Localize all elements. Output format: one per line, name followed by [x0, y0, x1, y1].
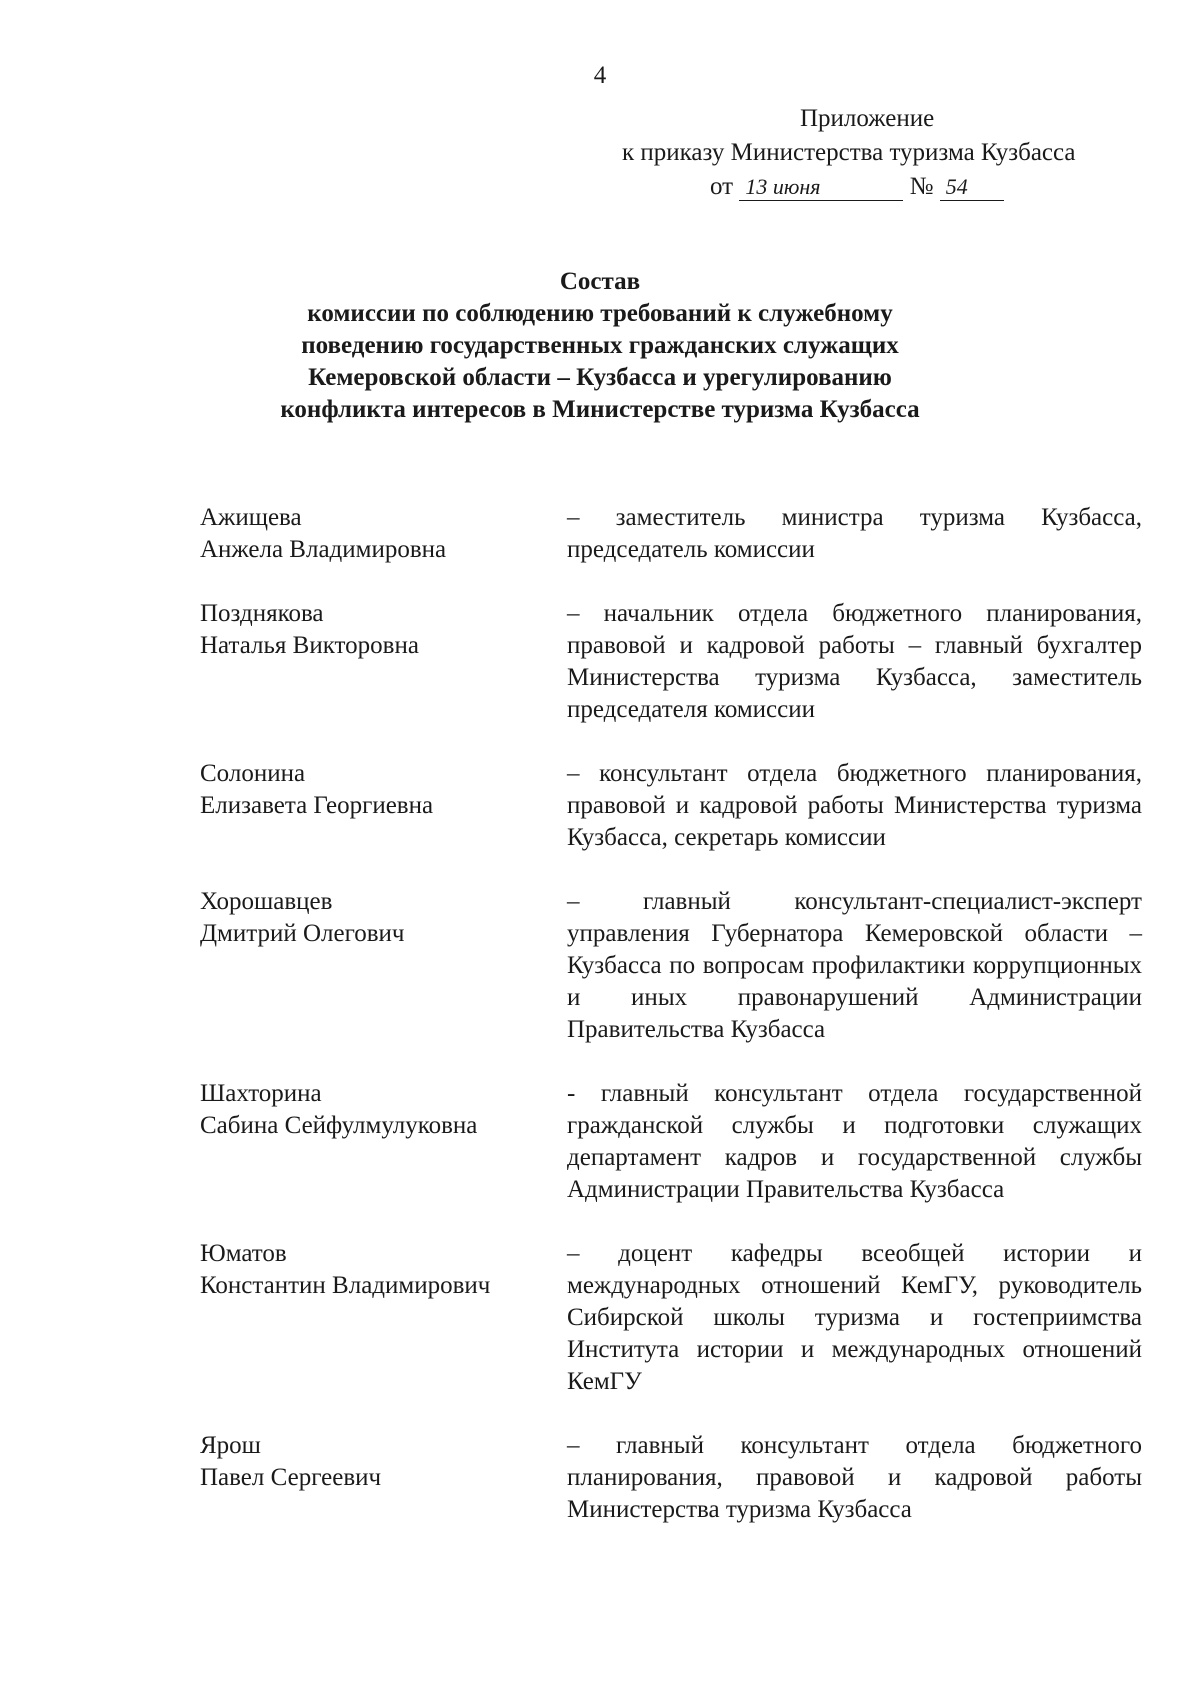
member-name — [200, 1238, 567, 1398]
title-line-5: конфликта интересов в Министерстве туризма Кузбасса — [280, 396, 920, 423]
member-role: – главный консультант-специалист-эксперт управления Губернатора Кемеровской области – Кузбасса по вопросам профилактики коррупционных и иных правонарушений Администрации Правительства Кузбасса — [567, 888, 1142, 1043]
member-given-names: Дмитрий Олегович — [200, 920, 405, 947]
member-name — [200, 598, 567, 726]
member-role: - главный консультант отдела государственной гражданской службы и подготовки служащих департамент кадров и государственной службы Администрации Правительства Кузбасса — [567, 1080, 1142, 1203]
member-name — [200, 1430, 567, 1526]
member-role: – главный консультант отдела бюджетного планирования, правовой и кадровой работы Министерства туризма Кузбасса — [567, 1432, 1142, 1523]
member-role: – консультант отдела бюджетного планирования, правовой и кадровой работы Министерства туризма Кузбасса, секретарь комиссии — [567, 760, 1142, 851]
appendix-date-number-line — [600, 170, 1120, 204]
member-role: – заместитель министра туризма Кузбасса, председатель комиссии — [567, 504, 1142, 563]
member-entry — [200, 1078, 1142, 1206]
number-label: № — [909, 173, 934, 200]
title-line-4: Кемеровской области – Кузбасса и урегулированию — [308, 364, 892, 391]
member-surname: Солонина — [200, 760, 306, 787]
member-given-names: Константин Владимирович — [200, 1272, 491, 1299]
member-entry — [200, 598, 1142, 726]
handwritten-number: 54 — [940, 174, 1004, 201]
title-line-3: поведению государственных гражданских служащих — [301, 332, 899, 359]
document-title — [0, 266, 1200, 426]
member-surname: Шахторина — [200, 1080, 322, 1107]
member-surname: Юматов — [200, 1240, 287, 1267]
member-surname: Ярош — [200, 1432, 261, 1459]
appendix-title: Приложение — [800, 105, 935, 132]
title-line-1: Состав — [559, 268, 641, 295]
member-surname: Ажищева — [200, 504, 302, 531]
appendix-header — [600, 102, 1120, 204]
member-surname: Позднякова — [200, 600, 324, 627]
member-role: – начальник отдела бюджетного планирования, правовой и кадровой работы – главный бухгалтер Министерства туризма Кузбасса, заместитель председателя комиссии — [567, 600, 1142, 723]
member-entry — [200, 1238, 1142, 1398]
commission-members-list — [200, 502, 1142, 1526]
member-name — [200, 1078, 567, 1206]
member-role: – доцент кафедры всеобщей истории и международных отношений КемГУ, руководитель Сибирской школы туризма и гостеприимства Института истории и международных отношений КемГУ — [567, 1240, 1142, 1395]
member-name — [200, 502, 567, 566]
member-name — [200, 758, 567, 854]
member-given-names: Наталья Викторовна — [200, 632, 419, 659]
member-surname: Хорошавцев — [200, 888, 333, 915]
handwritten-date: 13 июня — [739, 174, 903, 201]
member-given-names: Сабина Сейфулмулуковна — [200, 1112, 478, 1139]
member-name — [200, 886, 567, 1046]
member-entry — [200, 886, 1142, 1046]
member-entry — [200, 502, 1142, 566]
member-entry — [200, 758, 1142, 854]
page-number: 4 — [593, 62, 607, 89]
from-label: от — [710, 173, 734, 200]
member-given-names: Павел Сергеевич — [200, 1464, 382, 1491]
title-line-2: комиссии по соблюдению требований к служебному — [307, 300, 893, 327]
member-entry — [200, 1430, 1142, 1526]
appendix-order-ref: к приказу Министерства туризма Кузбасса — [622, 139, 1076, 166]
member-given-names: Анжела Владимировна — [200, 536, 447, 563]
member-given-names: Елизавета Георгиевна — [200, 792, 434, 819]
